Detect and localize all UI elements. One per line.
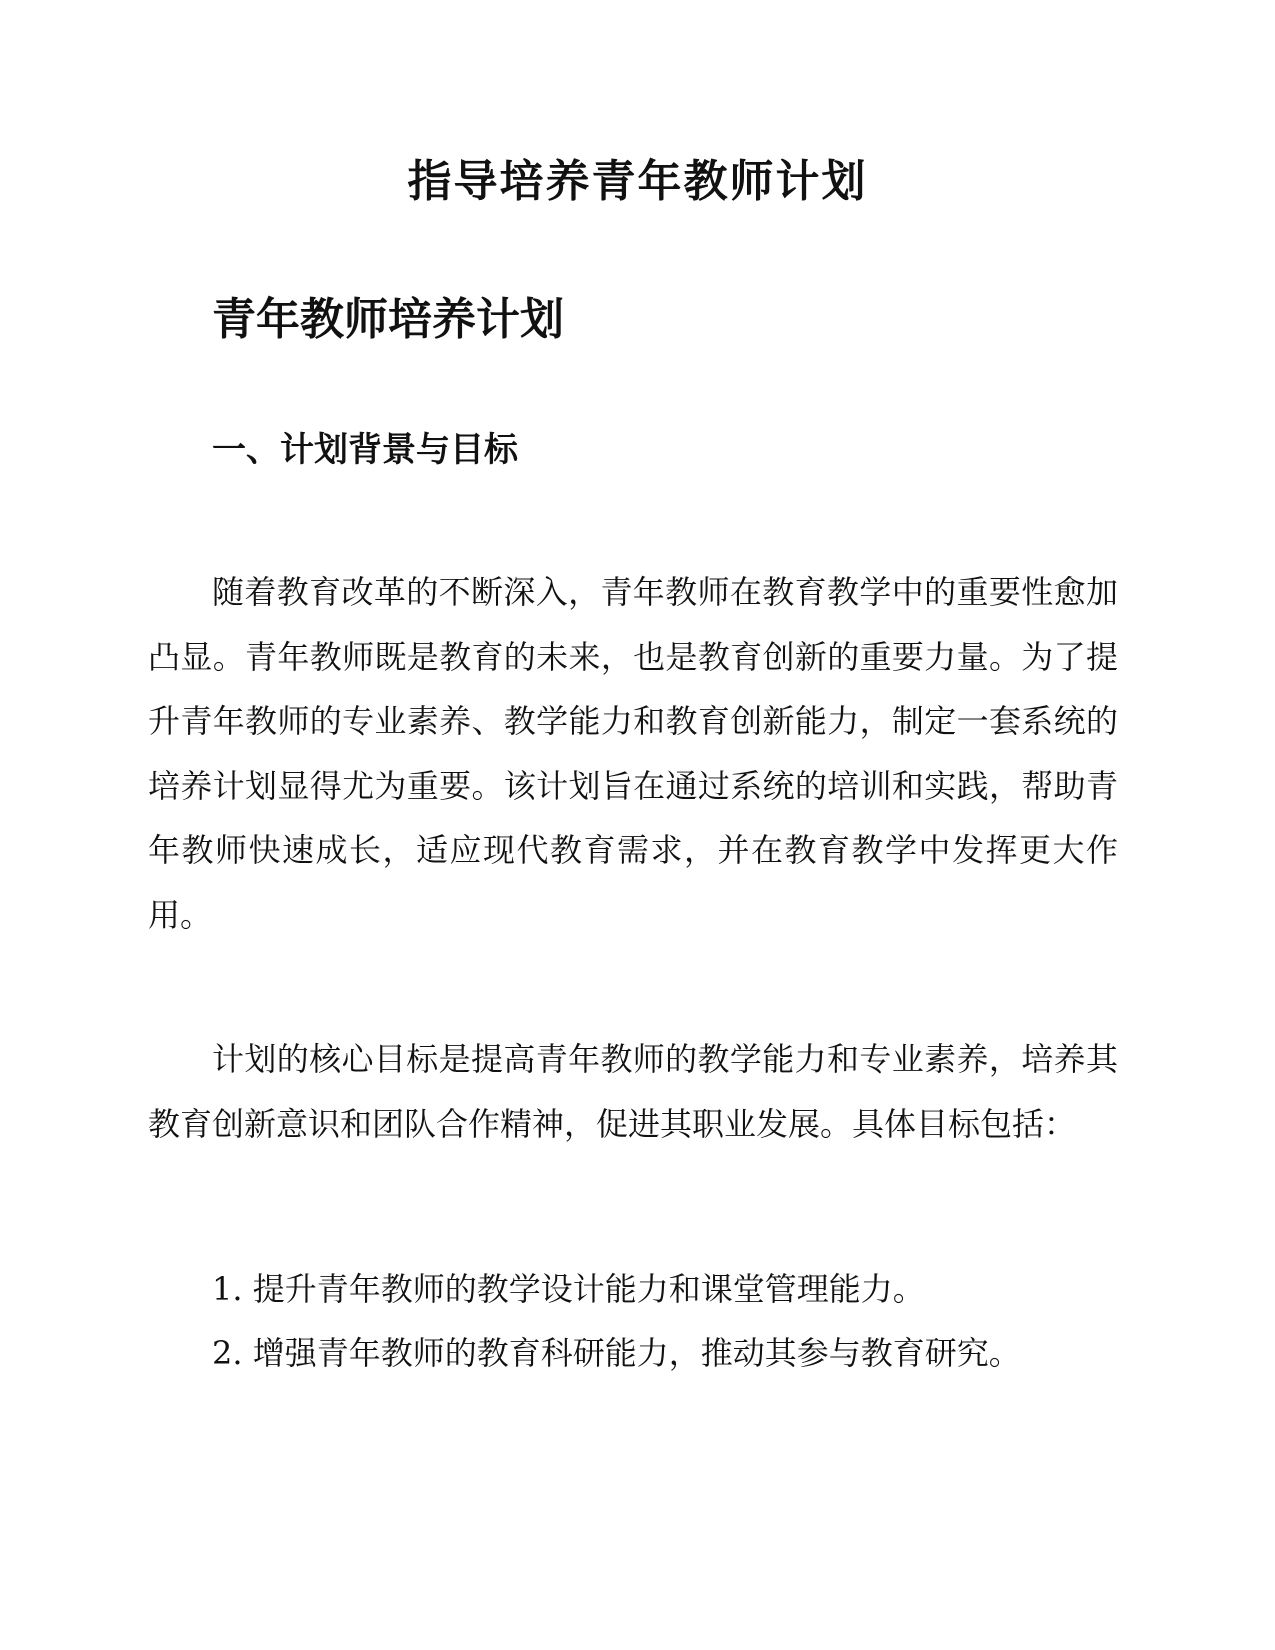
list-item: 2. 增强青年教师的教育科研能力，推动其参与教育研究。	[212, 1334, 1021, 1372]
list-item: 1. 提升青年教师的教学设计能力和课堂管理能力。	[212, 1270, 925, 1308]
section-title: 青年教师培养计划	[212, 294, 564, 345]
document-title: 指导培养青年教师计划	[407, 156, 868, 207]
goals-list	[212, 1257, 1112, 1385]
paragraph-core-goals: 计划的核心目标是提高青年教师的教学能力和专业素养，培养其教育创新意识和团队合作精神，促进其职业发展。具体目标包括：	[148, 1040, 1118, 1143]
heading-background-and-goals: 一、计划背景与目标	[212, 430, 518, 470]
paragraph-background: 随着教育改革的不断深入，青年教师在教育教学中的重要性愈加凸显。青年教师既是教育的未来，也是教育创新的重要力量。为了提升青年教师的专业素养、教学能力和教育创新能力，制定一套系统的培养计划显得尤为重要。该计划旨在通过系统的培训和实践，帮助青年教师快速成长，适应现代教育需求，并在教育教学中发挥更大作用。	[148, 573, 1118, 934]
